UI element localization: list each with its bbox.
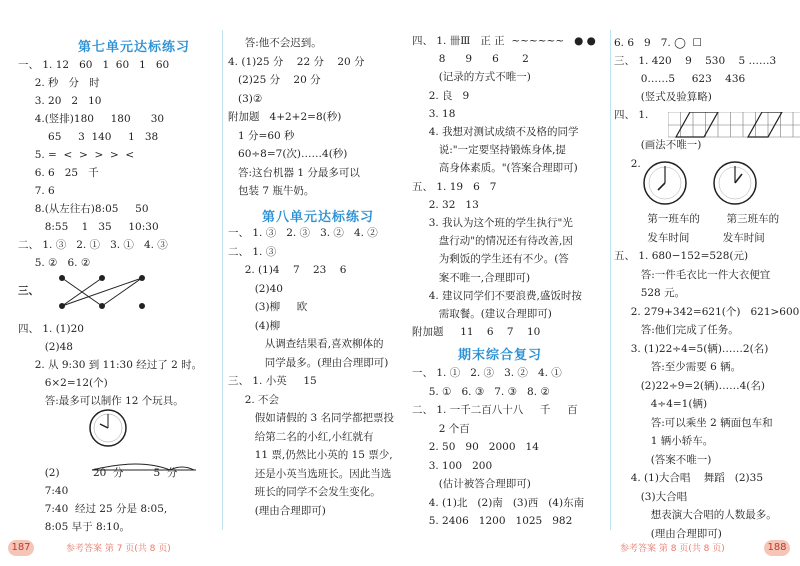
c3-line: 4. 我想对测试成绩不及格的同学 bbox=[412, 126, 579, 138]
c4b-line: 2. bbox=[614, 157, 641, 170]
c4b-line: 1 辆小轿车。 bbox=[614, 435, 714, 447]
c1-line: 5. ② 6. ② bbox=[18, 257, 91, 269]
c3-line: 盘行动"的情况还有待改善,因 bbox=[412, 235, 573, 248]
c1b-line: 2. 从 9:30 到 11:30 经过了 2 时。 bbox=[18, 359, 203, 371]
c2-line: 60÷8=7(次)……4(秒) bbox=[228, 148, 348, 160]
unit8-title: 第八单元达标练习 bbox=[262, 210, 375, 225]
c4b-line: 答:可以乘坐 2 辆面包车和 bbox=[614, 416, 773, 429]
c1-line: 7. 6 bbox=[18, 185, 55, 197]
c1-line: 3. 20 2 10 bbox=[18, 95, 102, 107]
c1-line: 65 3 140 1 38 bbox=[18, 131, 159, 143]
c3b-line: 3. 100 200 bbox=[412, 459, 493, 472]
c1-line: 2. 秒 分 时 bbox=[18, 77, 100, 89]
c3b-line: 二、 1. 一千二百八十八 千 百 bbox=[412, 404, 578, 416]
c4b-line: 4. (1)大合唱 舞蹈 (2)35 bbox=[614, 472, 764, 484]
c1-line: 8.(从左往右)8:05 50 bbox=[18, 203, 149, 215]
c1-line: 8:55 1 35 10:30 bbox=[18, 221, 159, 233]
c2b-line: 给第二名的小红,小红就有 bbox=[228, 430, 374, 443]
c4b-line: 想表演大合唱的人数最多。 bbox=[614, 509, 777, 521]
c3b-line: 5. 2406 1200 1025 982 bbox=[412, 515, 573, 527]
c1-line: 6. 6 25 千 bbox=[18, 167, 99, 179]
c4b-line: 3. (1)22÷4=5(辆)……2(名) bbox=[614, 342, 769, 355]
c2b-line: 一、 1. ③ 2. ③ 3. ② 4. ② bbox=[228, 227, 378, 239]
footer-right: 参考答案 第 8 页(共 8 页) bbox=[620, 544, 725, 554]
c4b-line: 2. 279+342=621(个) 621>600 bbox=[614, 305, 800, 318]
c2b-line: 2. 不会 bbox=[228, 393, 280, 406]
c4b-line: (画法不唯一) bbox=[614, 139, 702, 151]
c1-line: 二、 1. ③ 2. ① 3. ① 4. ③ bbox=[18, 239, 168, 251]
c3-line: 2. 良 9 bbox=[412, 89, 470, 102]
c2-line: 1 分=60 秒 bbox=[228, 129, 295, 142]
c3b-line: 一、 1. ① 2. ③ 3. ② 4. ① bbox=[412, 367, 562, 379]
c3-line: 4. 建议同学们不要浪费,盛饭时按 bbox=[412, 289, 582, 302]
page-number-left: 187 bbox=[8, 540, 34, 556]
page-number-right: 188 bbox=[764, 540, 790, 556]
bus-clock-1-icon bbox=[642, 160, 688, 206]
c2b-line: 还是小英当选班长。因此当选 bbox=[228, 467, 392, 480]
grid-drawing-icon bbox=[668, 112, 800, 138]
c3-line: 高身体素质。"(答案合理即可) bbox=[412, 162, 578, 175]
c2-line: 答:这台机器 1 分最多可以 bbox=[228, 166, 360, 179]
c1-line: 5. = < > > > < bbox=[18, 149, 135, 161]
c3-line: 2. 32 13 bbox=[412, 198, 479, 211]
c4b-line: (2)22÷9=2(辆)……4(名) bbox=[614, 379, 765, 392]
c1b-line: 四、 1. (1)20 bbox=[18, 323, 84, 335]
bus-clock-3-icon bbox=[712, 160, 758, 206]
section-three-left: 三、 bbox=[18, 285, 39, 297]
left-divider bbox=[222, 30, 223, 530]
c4b-line: 第一班车的 第三班车的 bbox=[614, 213, 780, 225]
c4-line: (竖式及验算略) bbox=[614, 91, 712, 103]
final-review-title: 期末综合复习 bbox=[458, 348, 543, 363]
c2b-line: 假如请假的 3 名同学都把票投 bbox=[228, 412, 395, 424]
c1b-line: (2) 20 分 5 分 bbox=[18, 467, 178, 479]
c3-line: 3. 18 bbox=[412, 107, 456, 120]
c3-line: (记录的方式不唯一) bbox=[412, 71, 531, 84]
time-arc-icon bbox=[90, 462, 200, 476]
right-divider bbox=[610, 30, 611, 530]
c1b-line: 答:最多可以制作 12 个玩具。 bbox=[18, 395, 184, 407]
c3-line: 五、 1. 19 6 7 bbox=[412, 180, 497, 193]
c3-line: 附加题 11 6 7 10 bbox=[412, 326, 541, 339]
footer-left: 参考答案 第 7 页(共 8 页) bbox=[66, 544, 171, 554]
c4-line: 三、 1. 420 9 530 5 ……3 bbox=[614, 55, 777, 67]
c1-line: 一、 1. 12 60 1 60 1 60 bbox=[18, 59, 170, 71]
c1b-line: 7:40 经过 25 分是 8:05, bbox=[18, 503, 168, 515]
c3b-line: 2. 50 90 2000 14 bbox=[412, 441, 539, 453]
c1b-line: 6×2=12(个) bbox=[18, 377, 108, 389]
c4b-line: 答:他们完成了任务。 bbox=[614, 324, 739, 336]
c2b-line: 11 票,仍然比小英的 15 票少, bbox=[228, 449, 393, 461]
c4b-line: (理由合理即可) bbox=[614, 527, 722, 540]
c2b-line: (3)柳 欧 bbox=[228, 301, 308, 313]
c2b-line: (4)柳 bbox=[228, 319, 281, 332]
c4b-line: 答:一件毛衣比一件大衣便宜 bbox=[614, 268, 771, 281]
c4b-line: 528 元。 bbox=[614, 287, 686, 299]
c2-line: 附加题 4+2+2=8(秒) bbox=[228, 111, 342, 123]
c4b-line: (3)大合唱 bbox=[614, 490, 688, 503]
c1b-line: (2)48 bbox=[18, 341, 73, 353]
c3b-line: (估计被答合理即可) bbox=[412, 478, 531, 490]
analog-clock-icon bbox=[88, 408, 128, 448]
c2b-line: (2)40 bbox=[228, 282, 283, 295]
c2-line: 包装 7 瓶牛奶。 bbox=[228, 185, 315, 197]
unit7-title: 第七单元达标练习 bbox=[78, 40, 191, 55]
matching-lines-icon bbox=[52, 272, 172, 312]
c1-line: 4.(竖排)180 180 30 bbox=[18, 113, 165, 125]
c2b-line: 同学最多。(理由合理即可) bbox=[228, 356, 389, 369]
c2-line: (3)② bbox=[228, 92, 263, 105]
c3-line: 3. 我认为这个班的学生执行"光 bbox=[412, 217, 573, 229]
c3-line: 说:"一定要坚持锻炼身体,提 bbox=[412, 144, 566, 157]
c4-line: 6. 6 9 7. ◯ ☐ bbox=[614, 37, 702, 49]
c4b-line: 4÷4=1(辆) bbox=[614, 398, 708, 410]
c2b-line: (理由合理即可) bbox=[228, 504, 326, 517]
c3-line: 需取餐。(建议合理即可) bbox=[412, 308, 552, 320]
right-page bbox=[400, 0, 800, 566]
c4b-line: 发车时间 发车时间 bbox=[614, 231, 765, 244]
c2b-line: 三、 1. 小英 15 bbox=[228, 375, 317, 387]
c3b-line: 2 个百 bbox=[412, 422, 470, 435]
c4b-line: 五、 1. 680−152=528(元) bbox=[614, 250, 749, 262]
c3-line: 8 9 6 2 bbox=[412, 53, 529, 66]
c3-line: 四、 1. 卌Ⅲ 正 正 ~~~~~~ ● ● bbox=[412, 35, 596, 47]
c2b-line: 2. (1)4 7 23 6 bbox=[228, 264, 347, 276]
c2-line: (2)25 分 20 分 bbox=[228, 74, 321, 86]
c1b-line: 8:05 早于 8:10。 bbox=[18, 521, 131, 533]
c3-line: 为剩饭的学生还有不少。(答 bbox=[412, 253, 569, 266]
c1b-line: 7:40 bbox=[18, 485, 92, 497]
c4b-line: 答:至少需要 6 辆。 bbox=[614, 361, 742, 373]
c2b-line: 二、 1. ③ bbox=[228, 245, 277, 258]
c4-line: 四、 1. bbox=[614, 109, 649, 121]
c4b-line: (答案不唯一) bbox=[614, 453, 712, 466]
c3b-line: 5. ① 6. ③ 7. ③ 8. ② bbox=[412, 385, 550, 398]
c3b-line: 4. (1)北 (2)南 (3)西 (4)东南 bbox=[412, 496, 585, 509]
c4-line: 0……5 623 436 bbox=[614, 73, 746, 85]
c2-line: 4. (1)25 分 22 分 20 分 bbox=[228, 55, 365, 68]
c2b-line: 班长的同学不会发生变化。 bbox=[228, 486, 381, 498]
c2b-line: 从调查结果看,喜欢柳体的 bbox=[228, 338, 384, 350]
c2-line: 答:他不会迟到。 bbox=[228, 37, 322, 49]
c3-line: 案不唯一,合理即可) bbox=[412, 271, 531, 284]
